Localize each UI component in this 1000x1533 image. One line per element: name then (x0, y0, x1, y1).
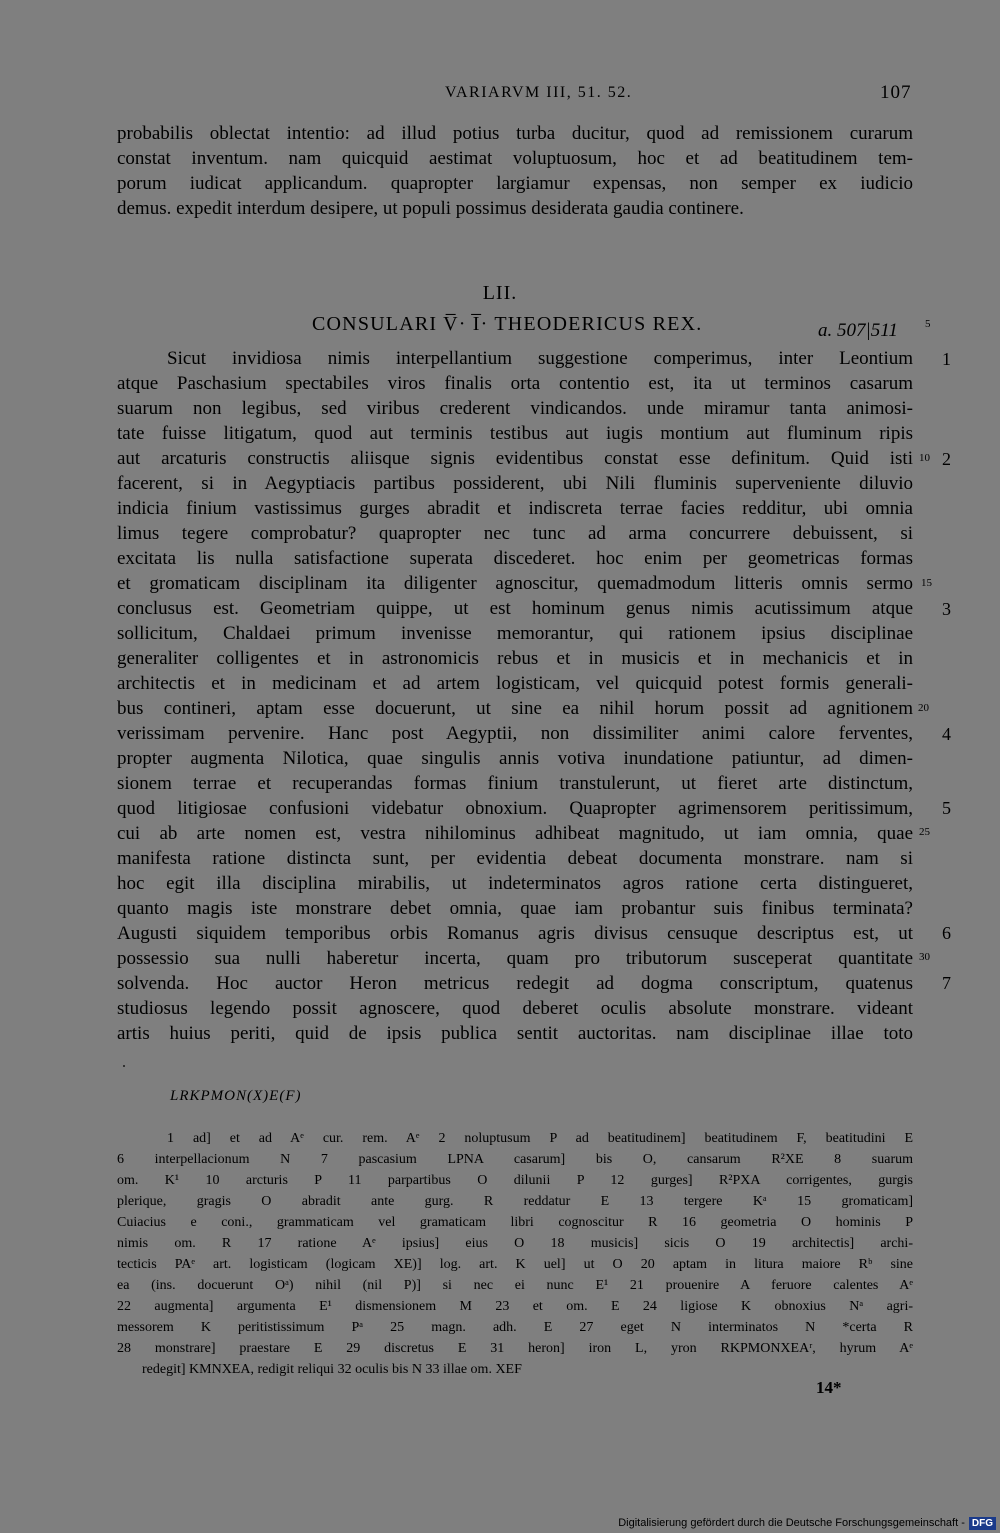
text-line: sionem terrae et recuperandas formas finium transtulerunt, ut fieret arte distinctum, (117, 773, 913, 794)
apparatus-line: redegit] KMNXEA, redigit reliqui 32 oculis bis N 33 illae om. XEF (142, 1362, 522, 1377)
margin-line-number: 15 (921, 577, 932, 589)
section-number: 2 (942, 449, 951, 469)
text-line: generaliter colligentes et in astronomicis rebus et in musicis et in mechanicis et in (117, 648, 913, 669)
apparatus-line: ea (ins. docuerunt Oᵃ) nihil (nil P)] si nec ei nunc E¹ 21 prouenire A feruore calentes Aᵉ (117, 1278, 913, 1293)
apparatus-line: plerique, gragis O abradit ante gurg. R reddatur E 13 tergere Kᵃ 15 gromaticam] (117, 1194, 913, 1209)
section-number: 4 (942, 724, 951, 744)
margin-line-number: 10 (919, 452, 930, 464)
footer (618, 1513, 1000, 1533)
text-line: architectis et in medicinam et ad artem logisticam, vel quicquid potest formis generali- (117, 673, 913, 694)
text-line: tate fuisse litigatum, quod aut terminis testibus aut iugis montium aut fluminum ripis (117, 423, 913, 444)
body-text (117, 346, 913, 1046)
text-line: limus tegere comprobatur? quapropter nec tunc ad arma concurrere debuissent, si (117, 523, 913, 544)
text-line: et gromaticam disciplinam ita diligenter agnoscitur, quemadmodum litteris omnis sermo (117, 573, 913, 594)
text-line: studiosus legendo possit agnoscere, quod deberet oculis absolute monstrare. videant (117, 998, 913, 1019)
section-number: 5 (942, 798, 951, 818)
margin-line-number: 25 (919, 826, 930, 838)
text-line: probabilis oblectat intentio: ad illud potius turba ducitur, quod ad remissionem curarum (117, 123, 913, 144)
text-line: artis huius periti, quid de ipsis publica sentit auctoritas. nam disciplinae illae toto (117, 1023, 913, 1044)
apparatus-line: 1 ad] et ad Aᵉ cur. rem. Aᵉ 2 noluptusum P ad beatitudinem] beatitudinem F, beatitudini E (167, 1131, 913, 1146)
apparatus-line: tecticis PAᵉ art. logisticam (logicam XE)] log. art. K uel] ut O 20 aptam in litura maiore Rᵇ sine (117, 1257, 913, 1272)
text-line: Augusti siquidem temporibus orbis Romanus agris divisus censuque descriptus est, ut (117, 923, 913, 944)
text-line: aut arcaturis constructis aliisque signis evidentibus constat esse definitum. Quid isti (117, 448, 913, 469)
section-number: 1 (942, 349, 951, 369)
text-line: hoc egit illa disciplina mirabilis, ut indeterminatos agros ratione certa distingueret, (117, 873, 913, 894)
text-line: cui ab arte nomen est, vestra nihilominus adhibeat magnitudo, ut iam omnia, quae (117, 823, 913, 844)
apparatus-line: 6 interpellacionum N 7 pascasium LPNA casarum] bis O, cansarum R²XE 8 suarum (117, 1152, 913, 1167)
text-line: excitata lis nulla satisfactione superata discederet. hoc enim per geometricas formas (117, 548, 913, 569)
text-line: conclusus est. Geometriam quippe, ut est hominum genus nimis acutissimum atque (117, 598, 913, 619)
intro-paragraph (117, 121, 913, 221)
heading-line-number: 5 (925, 318, 931, 330)
text-line: verissimam pervenire. Hanc post Aegyptii, non dissimiliter animi calore ferventes, (117, 723, 913, 744)
apparatus-line: om. K¹ 10 arcturis P 11 parpartibus O dilunii P 12 gurges] R²PXA corrigentes, gurgis (117, 1173, 913, 1188)
page-number: 107 (880, 82, 912, 103)
section-number: 7 (942, 973, 951, 993)
text-line: quod litigiosae confusioni videbatur obnoxium. Quapropter agrimensorem peritissimum, (117, 798, 913, 819)
text-line: suarum non legibus, sed viribus crederent vindicandos. unde miramur tanta animosi- (117, 398, 913, 419)
date-note: a. 507|511 (818, 320, 898, 341)
apparatus-line: nimis om. R 17 ratione Aᵉ ipsius] eius O 18 musicis] sicis O 19 architectis] archi- (117, 1236, 913, 1251)
running-head (0, 84, 1000, 106)
speck (123, 1065, 125, 1067)
running-title: VARIARVM III, 51. 52. (445, 84, 633, 101)
margin-line-number: 20 (918, 702, 929, 714)
critical-apparatus (117, 1128, 913, 1380)
text-line: propter augmenta Nilotica, quae singulis annis votiva inundatione patiuntur, ad dimen- (117, 748, 913, 769)
manuscript-sigla: LRKPMON(X)E(F) (170, 1088, 302, 1104)
apparatus-line: Cuiacius e coni., grammaticam vel gramaticam libri cognoscitur R 16 geometria O hominis P (117, 1215, 913, 1230)
apparatus-line: messorem K peritistissimum Pᵃ 25 magn. adh. E 27 eget N interminatos N *certa R (117, 1320, 913, 1335)
chapter-number: LII. (482, 282, 518, 304)
text-line: constat inventum. nam quicquid aestimat voluptuosum, hoc et ad beatitudinem tem- (117, 148, 913, 169)
text-line: quanto magis iste monstrare debet omnia, quae iam probantur suis finibus terminata? (117, 898, 913, 919)
text-line: bus contineri, aptam esse docuerunt, ut sine ea nihil horum possit ad agnitionem (117, 698, 913, 719)
dfg-logo-icon: DFG (969, 1517, 996, 1530)
text-line: porum iudicat applicandum. quapropter largiamur expensas, non semper ex iudicio (117, 173, 913, 194)
text-line: indicia finium vastissimus gurges abradit et indiscreta terrae facies redditur, ubi omnia (117, 498, 913, 519)
section-number: 6 (942, 923, 951, 943)
text-line: facerent, si in Aegyptiacis partibus possiderent, ubi Nili fluminis superveniente diluvio (117, 473, 913, 494)
apparatus-line: 28 monstrare] praestare E 29 discretus E 31 heron] iron L, yron RKPMONXEAʳ, hyrum Aᵉ (117, 1341, 913, 1356)
text-line: sollicitum, Chaldaei primum invenisse memorantur, qui rationem ipsius disciplinae (117, 623, 913, 644)
text-line: atque Paschasium spectabiles viros finalis orta contentio est, ita ut terminos casarum (117, 373, 913, 394)
text-line: Sicut invidiosa nimis interpellantium suggestione comperimus, inter Leontium (167, 348, 913, 369)
section-number: 3 (942, 599, 951, 619)
apparatus-line: 22 augmenta] argumenta E¹ dismensionem M 23 et om. E 24 ligiose K obnoxius Nᵃ agri- (117, 1299, 913, 1314)
text-line: manifesta ratione distincta sunt, per evidentia debeat documenta monstrare. nam si (117, 848, 913, 869)
text-line: possessio sua nulli haberetur incerta, quam pro tributorum susceperat quantitate (117, 948, 913, 969)
letter-heading: CONSULARI V̅· I̅· THEODERICUS REX. (312, 313, 703, 335)
margin-line-number: 30 (919, 951, 930, 963)
signature-mark: 14* (816, 1378, 842, 1397)
text-line: demus. expedit interdum desipere, ut populi possimus desiderata gaudia continere. (117, 198, 744, 219)
footer-credit: Digitalisierung gefördert durch die Deutsche Forschungsgemeinschaft - (618, 1517, 965, 1529)
text-line: solvenda. Hoc auctor Heron metricus redegit ad dogma conscriptum, quatenus (117, 973, 913, 994)
